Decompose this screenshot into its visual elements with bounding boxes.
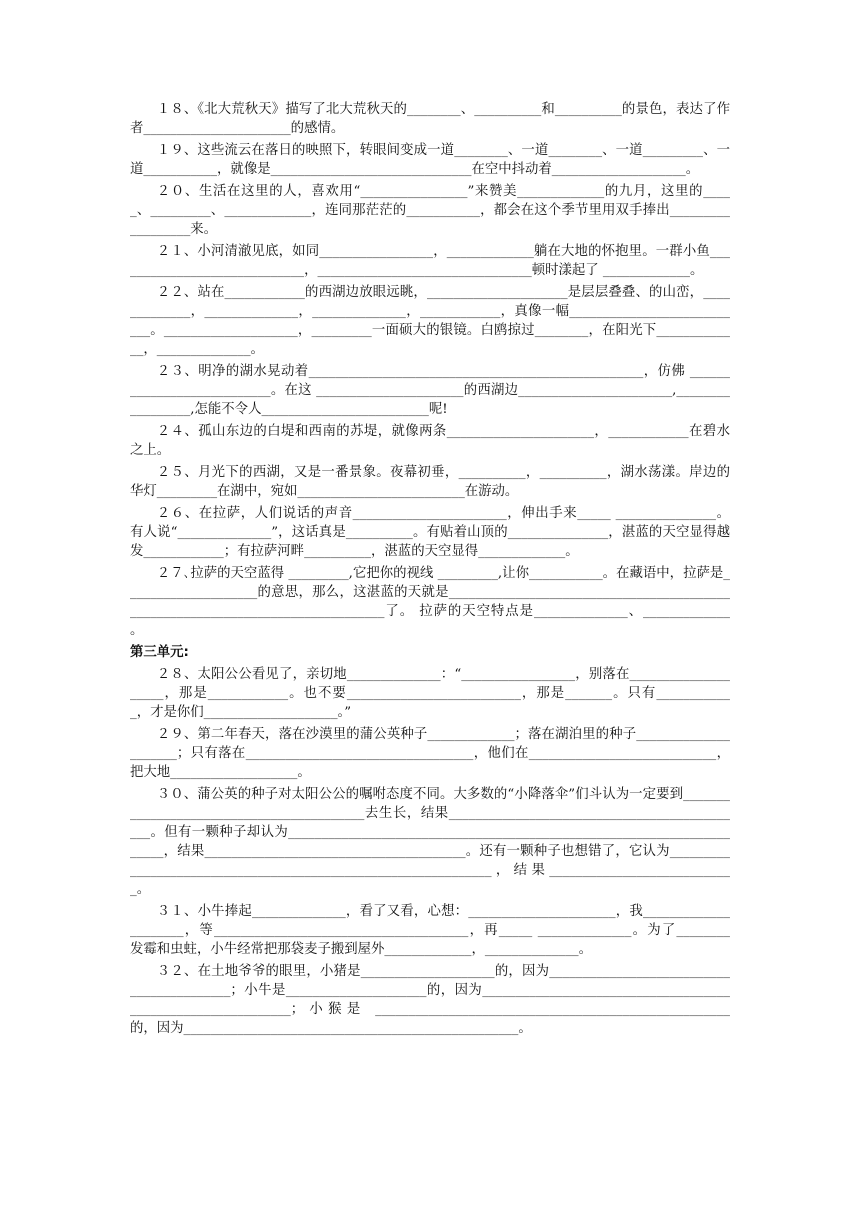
worksheet-page (130, 100, 735, 1041)
question-q28: ２８、太阳公公看见了，亲切地______________：“_________________，别落在____________________，那是____________。也不要__________________________，那是_______。只有____________，才是你们____________________。” (130, 667, 730, 720)
question-q21: ２１、小河清澈见底，如同_________________，_____________躺在大地的怀抱里。一群小鱼_____________________________，________________________________顿时漾起了 _____________。 (130, 244, 730, 278)
question-q30: ３０、蒲公英的种子对太阳公公的嘱咐态度不同。大多数的“小降落伞”们斗认为一定要到__________________________________________去生长，结果_____________________________________________。但有一颗种子却认为_______________________________________________________________________，结果_______________________________________。还有一颗种子也想错了，它认为_______________________________________________________________，结果____________________________。 (130, 787, 730, 897)
question-q19: １９、这些流云在落日的映照下，转眼间变成一道________、一道________、一道_________、一道___________，就像是______________________________在空中抖动着____________________。 (130, 143, 730, 177)
question-q29: ２９、第二年春天，落在沙漠里的蒲公英种子_____________；落在湖泊里的种子_____________________；只有落在__________________________________，他们在____________________________，把大地___________________。 (130, 727, 730, 780)
question-q24: ２４、孤山东边的白堤和西南的苏堤，就像两条______________________，____________在碧水之上。 (130, 424, 730, 458)
section-heading-unit3: 第三单元: (130, 645, 189, 660)
question-q26: ２６、在拉萨，人们说话的声音_______________________，伸出手来_____ _______________。有人说“______________”，这话真是__________。有贴着山顶的_______________，湛蓝的天空显得越发____________；有拉萨河畔__________，湛蓝的天空显得_____________。 (130, 506, 730, 559)
question-q18: １８、《北大荒秋天》描写了北大荒秋天的________、__________和__________的景色，表达了作者______________________的感情。 (130, 102, 730, 136)
question-q22: ２２、站在____________的西湖边放眼远眺，_____________________是层层叠叠、的山峦，_____________，______________，______________，____________，真像一幅___________________________。____________________，_________一面硕大的银镜。白鸥掠过________，在阳光下_____________，______________。 (130, 285, 730, 357)
question-q20: ２０、生活在这里的人，喜欢用“________________”来赞美_____________的九月，这里的_____、_________、_____________，连同那茫茫的___________，都会在这个季节里用双手捧出__________________来。 (130, 184, 730, 237)
question-list-unit3 (130, 665, 730, 1038)
question-list-unit2 (130, 100, 735, 640)
question-q27: ２７､拉萨的天空蓝得 _________,它把你的视线 _________,让你___________。在藏语中，拉萨是____________________的意思，那么，这湛蓝的天就是________________________________________________________________________________了。 拉萨的天空特点是______________、_____________ 。 (130, 566, 735, 638)
question-q32: ３２、在土地爷爷的眼里，小猪是____________________的，因为__________________________________________；小牛是_____________________的，因为_____________________________________________________________；小猴是 _____________________________________________________的，因为__________________________________________________。 (130, 964, 730, 1036)
question-q25: ２５、月光下的西湖，又是一番景象。夜幕初垂，__________，__________，湖水荡漾。岸边的华灯_________在湖中，宛如_________________________在游动。 (130, 465, 730, 499)
question-q31: ３１、小牛捧起______________，看了又看，心想：______________________，我_____________________，等______________________________________，再_____ ______________。为了________发霉和虫蛀，小牛经常把那袋麦子搬到屋外_____________，______________。 (130, 904, 730, 957)
question-q23: ２３、明净的湖水晃动着__________________________________________________，仿佛 ___________________________。在这 ______________________的西湖边_______________________,_________________,怎能不令人_________________________呢! (130, 364, 730, 417)
